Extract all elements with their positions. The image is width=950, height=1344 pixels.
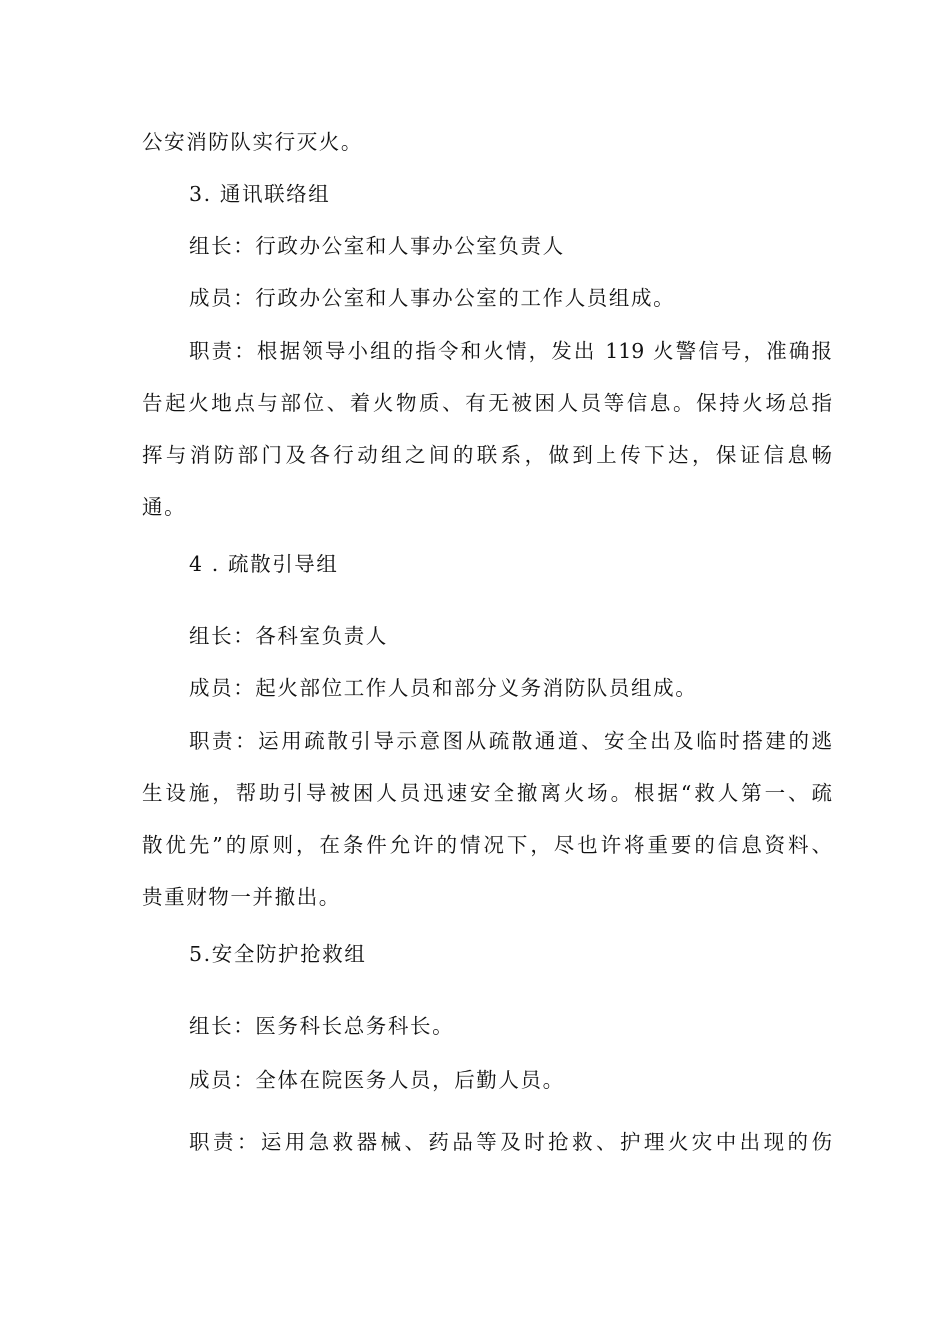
section-heading-communication: 3. 通讯联络组 [189, 182, 331, 206]
paragraph-continuation: 公安消防队实行灭火。 [142, 130, 363, 154]
communication-duties-line-1: 职责：根据领导小组的指令和火情，发出 119 火警信号，准确报 [189, 339, 832, 363]
safety-rescue-duties-line-1: 职责：运用急救器械、药品等及时抢救、护理火灾中出现的伤 [189, 1130, 832, 1154]
section-heading-evacuation: 4 . 疏散引导组 [189, 552, 339, 576]
communication-duties-line-2: 告起火地点与部位、着火物质、有无被困人员等信息。保持火场总指 [142, 391, 832, 415]
section-heading-safety-rescue: 5.安全防护抢救组 [189, 942, 367, 966]
evacuation-members: 成员：起火部位工作人员和部分义务消防队员组成。 [189, 676, 698, 700]
evacuation-leader: 组长：各科室负责人 [189, 624, 388, 648]
communication-duties-line-3: 挥与消防部门及各行动组之间的联系，做到上传下达，保证信息畅 [142, 443, 832, 467]
communication-leader: 组长：行政办公室和人事办公室负责人 [189, 234, 565, 258]
communication-duties-line-4: 通。 [142, 495, 187, 519]
safety-rescue-leader: 组长：医务科长总务科长。 [189, 1014, 455, 1038]
evacuation-duties-line-2: 生设施，帮助引导被困人员迅速安全撤离火场。根据“救人第一、疏 [142, 781, 832, 805]
communication-members: 成员：行政办公室和人事办公室的工作人员组成。 [189, 286, 676, 310]
evacuation-duties-line-3: 散优先”的原则，在条件允许的情况下，尽也许将重要的信息资料、 [142, 833, 832, 857]
evacuation-duties-line-4: 贵重财物一并撤出。 [142, 885, 341, 909]
evacuation-duties-line-1: 职责：运用疏散引导示意图从疏散通道、安全出及临时搭建的逃 [189, 729, 832, 753]
safety-rescue-members: 成员：全体在院医务人员，后勤人员。 [189, 1068, 565, 1092]
